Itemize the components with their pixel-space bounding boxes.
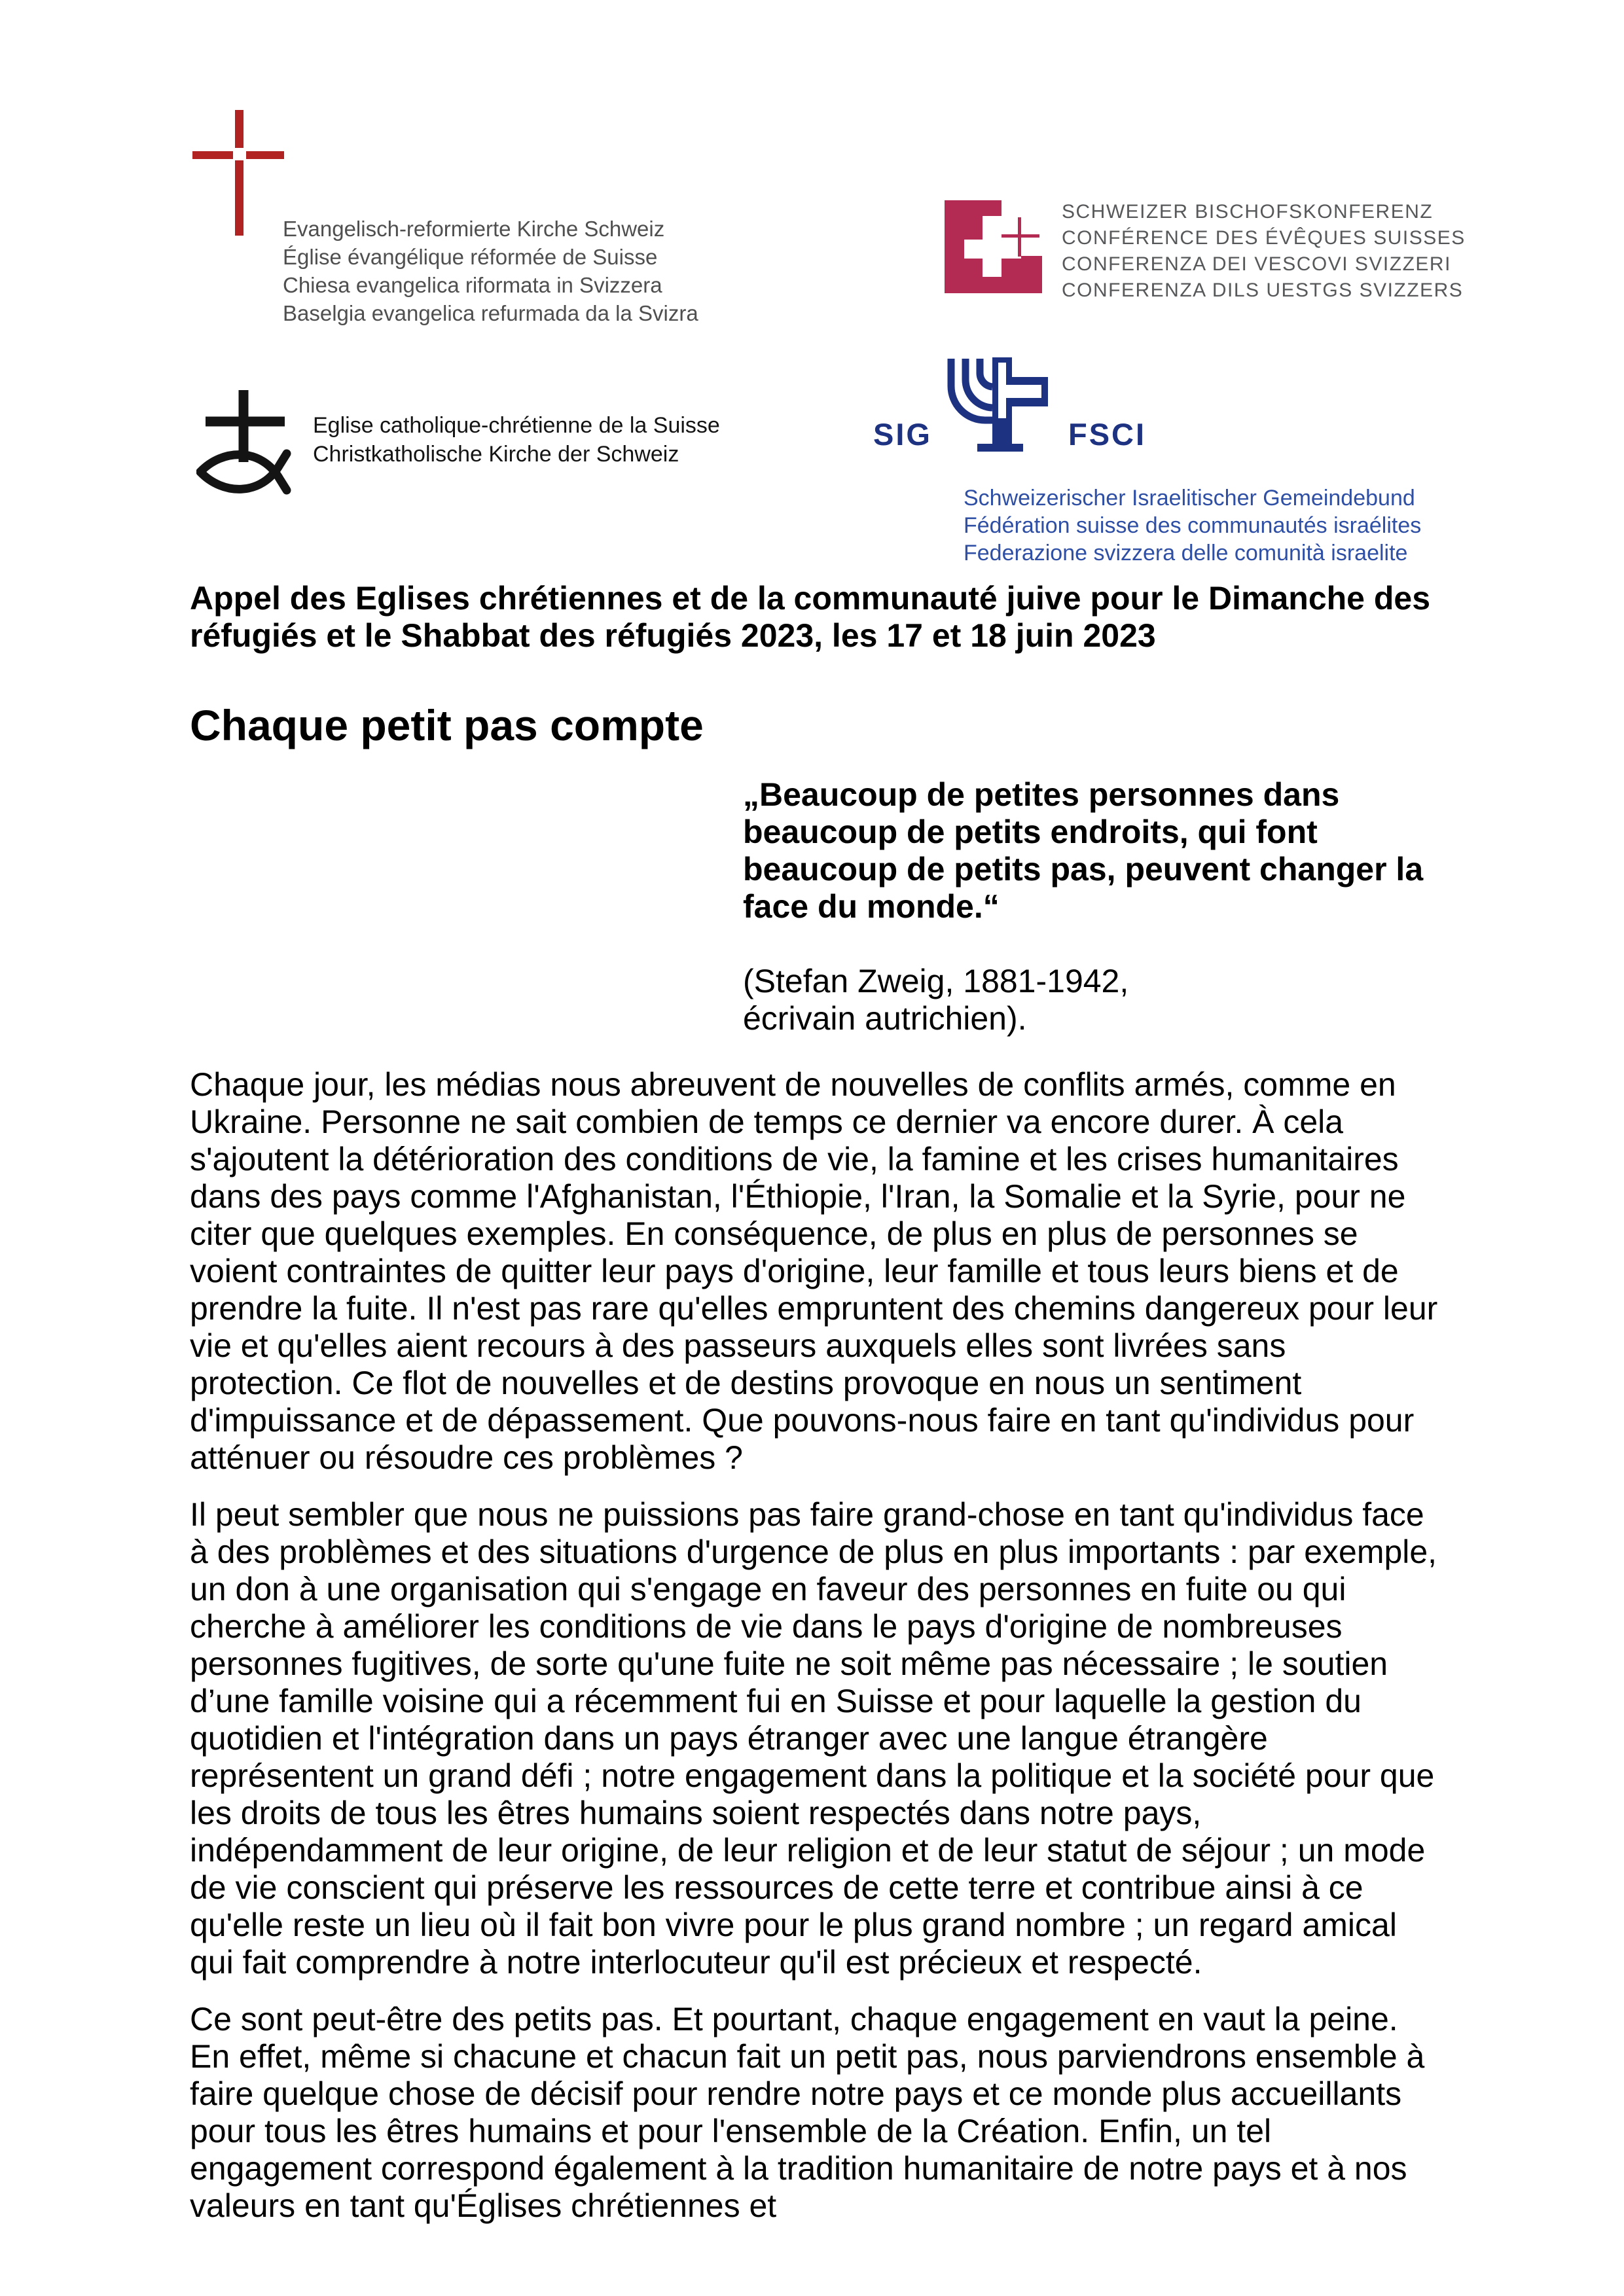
sig-wordmark	[964, 484, 1421, 567]
erk-wordmark	[283, 215, 698, 327]
quote-attribution-line: écrivain autrichien).	[743, 1000, 1027, 1037]
page-title: Chaque petit pas compte	[190, 701, 704, 749]
body-paragraph: Chaque jour, les médias nous abreuvent de nouvelles de conflits armés, comme en Ukraine. Personne ne sait combien de temps ce dernier va encore durer. À cela s'ajoutent la détérioration des conditions de vie, la famine et les crises humanitaires dans des pays comme l'Afghanistan, l'Éthiopie, l'Iran, la Somalie et la Syrie, pour ne citer que quelques exemples. En conséquence, de plus en plus de personnes se voient contraintes de quitter leur pays d'origine, leur famille et tous leurs biens et de prendre la fuite. Il n'est pas rare qu'elles empruntent des chemins dangereux pour leur vie et qu'elles aient recours à des passeurs auxquels elles sont livrées sans protection. Ce flot de nouvelles et de destins provoque en nous un sentiment d'impuissance et de dépassement. Que pouvons-nous faire en tant qu'individus pour atténuer ou résoudre ces problèmes ?	[190, 1066, 1438, 1476]
sbk-wordmark-line: CONFERENZA DILS UESTGS SVIZZERS	[1062, 279, 1464, 301]
quote-attribution-line: (Stefan Zweig, 1881-1942,	[743, 963, 1129, 999]
cc-wordmark	[313, 411, 720, 469]
quote-block: „Beaucoup de petites personnes dans beaucoup de petits endroits, qui font beaucoup de petits pas, peuvent changer la face du monde.“	[743, 776, 1424, 925]
sbk-wordmark-line: CONFERENZA DEI VESCOVI SVIZZERI	[1062, 253, 1451, 275]
sbk-wordmark-line: CONFÉRENCE DES ÉVÊQUES SUISSES	[1062, 227, 1466, 249]
body-paragraph: Ce sont peut-être des petits pas. Et pourtant, chaque engagement en vaut la peine. En effet, même si chacune et chacun fait un petit pas, nous parviendrons ensemble à faire quelque chose de décisif pour rendre notre pays et ce monde plus accueillants pour tous les êtres humains et pour l'ensemble de la Création. Enfin, un tel engagement correspond également à la tradition humanitaire de notre pays et à nos valeurs en tant qu'Églises chrétiennes et	[190, 2001, 1425, 2224]
erk-wordmark-line: Baselgia evangelica refurmada da la Svizra	[283, 301, 698, 325]
sig-wordmark-line: Fédération suisse des communautés israélites	[964, 513, 1422, 538]
cc-cross-fish-icon	[196, 385, 295, 497]
sig-wordmark-line: Schweizerischer Israelitischer Gemeindebund	[964, 486, 1415, 511]
quote-attribution	[743, 963, 1443, 1037]
body-paragraph: Il peut sembler que nous ne puissions pas faire grand-chose en tant qu'individus face à des problèmes et des situations d'urgence de plus en plus importants : par exemple, un don à une organisation qui s'engage en faveur des personnes en fuite ou qui cherche à améliorer les conditions de vie dans le pays d'origine de nombreuses personnes fugitives, de sorte qu'une fuite ne soit même pas nécessaire ; le soutien d’une famille voisine qui a récemment fui en Suisse et pour laquelle la gestion du quotidien et l'intégration dans un pays étranger avec une langue étrangère représentent un grand défi ; notre engagement dans la politique et la société pour que les droits de tous les êtres humains soient respectés dans notre pays, indépendamment de leur origine, de leur religion et de leur statut de séjour ; un mode de vie conscient qui préserve les ressources de cette terre et contribue ainsi à ce qu'elle reste un lieu où il fait bon vivre pour le plus grand nombre ; un regard amical qui fait comprendre à notre interlocuteur qu'il est précieux et respecté.	[190, 1496, 1437, 1981]
sbk-wordmark	[1062, 199, 1466, 304]
erk-wordmark-line: Evangelisch-reformierte Kirche Schweiz	[283, 217, 665, 241]
sbk-wordmark-line: SCHWEIZER BISCHOFSKONFERENZ	[1062, 201, 1434, 223]
cc-wordmark-line: Eglise catholique-chrétienne de la Suisse	[313, 413, 720, 438]
erk-wordmark-line: Chiesa evangelica riformata in Svizzera	[283, 273, 662, 297]
erk-wordmark-line: Église évangélique réformée de Suisse	[283, 245, 658, 269]
appeal-heading: Appel des Eglises chrétiennes et de la communauté juive pour le Dimanche des réfugiés et le Shabbat des réfugiés 2023, les 17 et 18 juin 2023	[190, 580, 1431, 654]
erk-cross-icon	[192, 110, 284, 236]
cc-wordmark-line: Christkatholische Kirche der Schweiz	[313, 442, 679, 467]
sbk-cross-icon	[945, 200, 1042, 293]
sig-acronym-right: FSCI	[1068, 417, 1147, 452]
sig-wordmark-line: Federazione svizzera delle comunità israelite	[964, 541, 1408, 565]
sig-menorah-cross-icon	[943, 357, 1056, 456]
sig-acronym-left: SIG	[873, 417, 932, 452]
document-body	[190, 580, 1443, 2225]
